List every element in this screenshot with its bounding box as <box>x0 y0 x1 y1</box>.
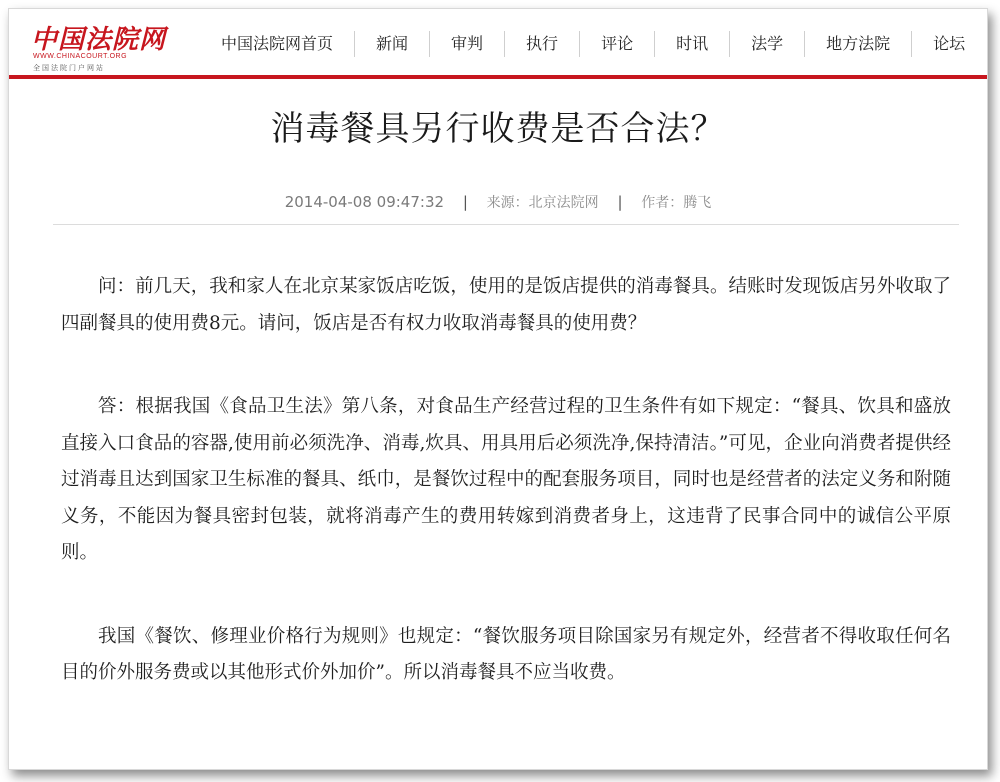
meta-separator: | <box>462 193 468 211</box>
regulation-paragraph: 我国《餐饮、修理业价格行为规则》也规定：“餐饮服务项目除国家另有规定外，经营者不得收取任何名目的价外服务费或以其他形式价外加价”。所以消毒餐具不应当收费。 <box>61 625 951 683</box>
article-author: 作者：腾飞 <box>641 195 712 211</box>
site-header <box>9 9 987 79</box>
header-divider <box>9 75 987 79</box>
logo-url: WWW.CHINACOURT.ORG <box>33 53 128 60</box>
publish-date: 2014-04-08 09:47:32 <box>284 193 445 211</box>
question-paragraph: 问：前几天，我和家人在北京某家饭店吃饭，使用的是饭店提供的消毒餐具。结账时发现饭店另外收取了四副餐具的使用费8元。请问，饭店是否有权力收取消毒餐具的使用费？ <box>61 276 951 334</box>
logo-subtitle: 全国法院门户网站 <box>33 65 105 72</box>
answer-paragraph: 答：根据我国《食品卫生法》第八条，对食品生产经营过程的卫生条件有如下规定：“餐具、饮具和盛放直接入口食品的容器,使用前必须洗净、消毒,炊具、用具用后必须洗净,保持清洁。”可见，企业向消费者提供经过消毒且达到国家卫生标准的餐具、纸巾，是餐饮过程中的配套服务项目，同时也是经营者的法定义务和附随义务，不能因为餐具密封包装，就将消毒产生的费用转嫁到消费者身上，这违背了民事合同中的诚信公平原则。 <box>61 396 951 563</box>
site-logo[interactable] <box>31 19 171 75</box>
nav-forum[interactable]: 论坛 <box>933 34 966 53</box>
nav-trial[interactable]: 审判 <box>430 31 505 57</box>
article-meta <box>9 192 987 212</box>
nav-enforcement[interactable]: 执行 <box>505 31 580 57</box>
meta-separator: | <box>617 193 623 211</box>
logo-text: 中国法院网 <box>31 25 167 55</box>
nav-commentary[interactable]: 评论 <box>580 31 655 57</box>
meta-divider <box>53 224 959 225</box>
nav-current-news[interactable]: 时讯 <box>655 31 730 57</box>
article-body <box>61 269 951 739</box>
main-nav <box>205 31 965 57</box>
nav-news[interactable]: 新闻 <box>355 31 430 57</box>
article-title: 消毒餐具另行收费是否合法？ <box>270 109 726 149</box>
nav-local-courts[interactable]: 地方法院 <box>805 31 912 57</box>
nav-jurisprudence[interactable]: 法学 <box>730 31 805 57</box>
nav-home[interactable]: 中国法院网首页 <box>205 31 355 57</box>
page-frame <box>8 8 988 770</box>
article-source: 来源：北京法院网 <box>486 195 599 211</box>
